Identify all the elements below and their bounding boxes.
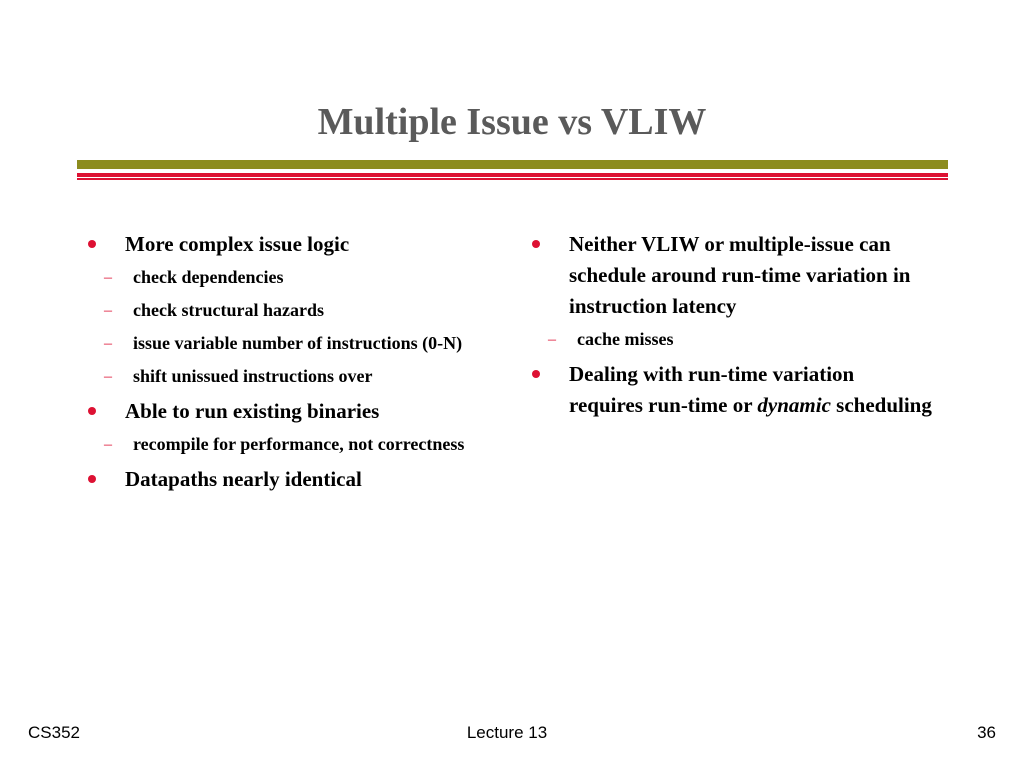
title-underline-red <box>77 173 948 177</box>
footer-course: CS352 <box>28 723 80 742</box>
sub-bullet-item <box>88 363 498 390</box>
footer-page-number: 36 <box>977 723 996 742</box>
sub-list <box>88 431 498 458</box>
sub-bullet-text: check structural hazards <box>133 300 324 320</box>
dash-icon: – <box>104 269 112 286</box>
sub-list-container <box>88 431 498 458</box>
sub-list <box>88 264 498 390</box>
red-dot-bullet-icon <box>532 240 540 248</box>
sub-bullet-item <box>88 264 498 291</box>
dash-icon: – <box>104 368 112 385</box>
bullet-text: Able to run existing binaries <box>125 399 380 423</box>
sub-bullet-item <box>88 330 498 357</box>
bullet-item <box>532 229 932 322</box>
left-column <box>88 229 498 499</box>
sub-list-container <box>532 326 932 353</box>
red-dot-bullet-icon <box>88 407 96 415</box>
bullet-item <box>88 229 498 260</box>
sub-list <box>532 326 932 353</box>
sub-bullet-text: check dependencies <box>133 267 284 287</box>
dash-icon: – <box>104 436 112 453</box>
bullet-item <box>88 396 498 427</box>
bullet-item <box>88 464 498 495</box>
sub-bullet-text: issue variable number of instructions (0-N) <box>133 333 463 353</box>
bullet-text: Neither VLIW or multiple-issue can schedule around run-time variation in instruction latency <box>569 232 911 318</box>
red-dot-bullet-icon <box>88 240 96 248</box>
red-dot-bullet-icon <box>88 475 96 483</box>
sub-bullet-text: recompile for performance, not correctness <box>133 434 465 454</box>
bullet-text-after: scheduling <box>830 393 932 417</box>
bullet-text-emphasis: dynamic <box>757 393 831 417</box>
bullet-item <box>532 359 932 421</box>
red-dot-bullet-icon <box>532 370 540 378</box>
dash-icon: – <box>104 302 112 319</box>
bullet-text-before: Dealing with run-time variation requires run-time or <box>569 362 855 417</box>
dash-icon: – <box>548 331 556 348</box>
slide-title: Multiple Issue vs VLIW <box>317 101 707 143</box>
sub-bullet-text: shift unissued instructions over <box>133 366 373 386</box>
sub-list-container <box>88 264 498 390</box>
sub-bullet-item <box>88 431 498 458</box>
bullet-text: Datapaths nearly identical <box>125 467 362 491</box>
title-underline-red-thin <box>77 178 948 180</box>
dash-icon: – <box>104 335 112 352</box>
footer-lecture: Lecture 13 <box>466 723 548 742</box>
bullet-text: More complex issue logic <box>125 232 350 256</box>
sub-bullet-item <box>88 297 498 324</box>
title-underline-olive <box>77 160 948 169</box>
right-column <box>532 229 932 425</box>
sub-bullet-text: cache misses <box>577 329 674 349</box>
sub-bullet-item <box>532 326 932 353</box>
